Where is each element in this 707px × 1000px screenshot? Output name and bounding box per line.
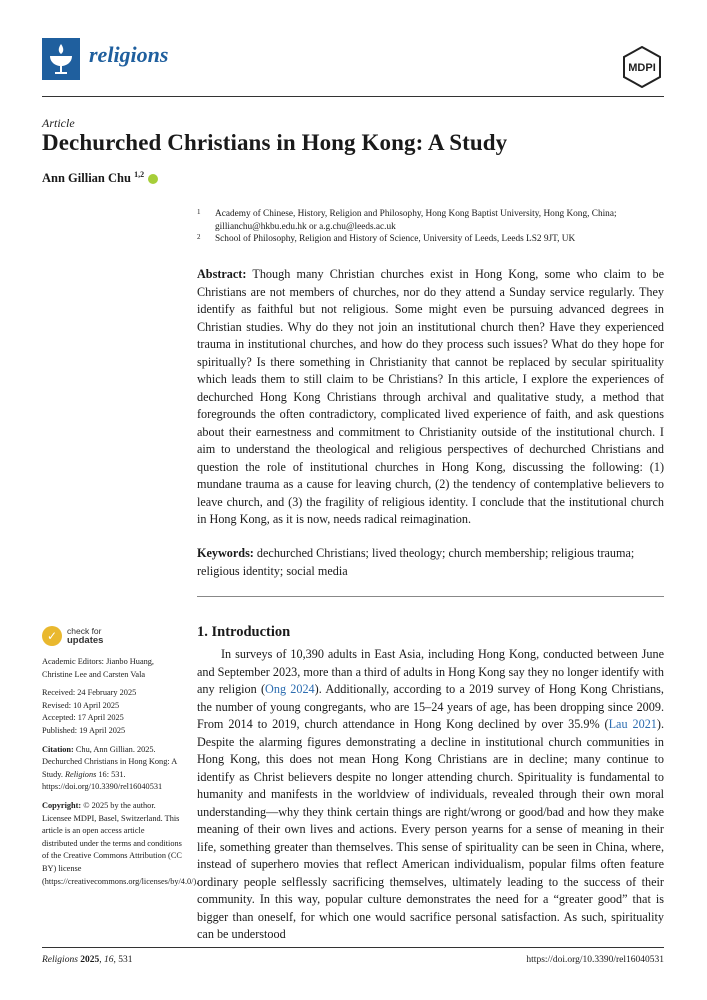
check-line2: updates bbox=[67, 635, 104, 646]
check-for-updates-badge[interactable] bbox=[42, 626, 182, 648]
publisher-logo bbox=[621, 46, 663, 88]
journal-name: religions bbox=[89, 42, 169, 67]
citation-label: Citation: bbox=[42, 744, 74, 754]
copyright-block bbox=[42, 800, 199, 888]
academic-editors bbox=[42, 656, 182, 681]
author-affil-sup: 1,2 bbox=[134, 170, 145, 179]
citation-link-lau[interactable]: Lau 2021 bbox=[608, 717, 657, 731]
abstract-label: Abstract: bbox=[197, 267, 247, 281]
citation-text: Chu, Ann Gillian. 2025. Dechurched Christians in Hong Kong: A Study. bbox=[42, 744, 177, 779]
publisher-name: MDPI bbox=[628, 62, 656, 74]
orcid-icon[interactable] bbox=[148, 174, 158, 184]
journal-logo bbox=[42, 38, 80, 80]
article-title: Dechurched Christians in Hong Kong: A Study bbox=[42, 130, 508, 155]
keywords-label: Keywords: bbox=[197, 546, 254, 560]
check-icon: ✓ bbox=[42, 626, 62, 646]
abstract bbox=[197, 266, 664, 529]
affiliation-number: 1 bbox=[197, 208, 201, 216]
editors-label: Academic Editors: bbox=[42, 657, 104, 666]
footer-journal: Religions bbox=[42, 955, 78, 965]
section-divider bbox=[197, 596, 664, 597]
sidebar-info bbox=[42, 656, 199, 894]
published-date: Published: 19 April 2025 bbox=[42, 725, 126, 735]
intro-paragraph bbox=[197, 646, 664, 944]
footer-article-no: , 531 bbox=[113, 955, 133, 965]
citation-journal: Religions bbox=[64, 769, 97, 779]
citation-volume-doi[interactable]: 16: 531. https://doi.org/10.3390/rel16040531 bbox=[42, 769, 163, 792]
footer-rule bbox=[42, 947, 664, 948]
affiliations bbox=[197, 208, 667, 246]
revised-date: Revised: 10 April 2025 bbox=[42, 700, 120, 710]
chalice-icon bbox=[42, 38, 80, 80]
footer-citation: Religions 2025, 16, 531 bbox=[42, 955, 133, 965]
footer-year: 2025 bbox=[80, 955, 100, 965]
accepted-date: Accepted: 17 April 2025 bbox=[42, 713, 124, 723]
intro-text-c: ). Despite the alarming figures demonstrating a decline in institutional church communities in Hong Kong, this does not mean Hong Kong Christians are in decline; many continue to identify as Christ believers despite no longer attending church. Spirituality is fundamental to humanity and manifests in the worldview of individuals, revealed through their own moral understanding—why they think certain things are right/wrong or good/bad and how they make meaning of their own lives and actions. Every person yearns for a sense of meaning in their life, something greater than themselves. This sense of spirituality can be seen in China, where, instead of superhero movies that reflect American individualism, popular films often feature ordinary people selflessly sacrificing themselves, ultimately leading to the success of their community. In this way, popular culture demonstrates the need for a “greater good” that is bigger than oneself, for which one would sacrifice personal satisfaction. As such, spirituality can be understood bbox=[197, 717, 664, 941]
received-date: Received: 24 February 2025 bbox=[42, 688, 137, 698]
copyright-label: Copyright: bbox=[42, 800, 82, 810]
affiliation-number: 2 bbox=[197, 233, 201, 241]
dates bbox=[42, 687, 182, 737]
affiliation-item bbox=[197, 233, 667, 246]
abstract-text: Though many Christian churches exist in Hong Kong, some who claim to be Christians are not members of churches, nor do they attend a Sunday service regularly. They identify as faithful but not religious. Some might even be pursuing advanced degrees in Christian studies. Why do they not join an institutional church then? Have they experienced trauma in institutional churches, and how do they process such issues? What do they hope for spiritually? Is there something in Christianity that cannot be replaced by secular spirituality which leads them to still claim to be Christians? In this article, I explore the experiences of dechurched Hong Kong Christians through archival and qualitative study, a method that foregrounds the often contradictory, complicated lived experience of faith, and ask questions about their earnestness and commitment to Christianity outside of the institutional church. I aim to understand the theological and religious perspectives of dechurched Christians and question the role of institutional churches in Hong Kong, discussing the following: (1) mundane trauma as a cause for leaving church, (2) the tendency of contemplative believers to leave church, and (3) the fragility of religious identity. I conclude that the institutional church in Hong Kong, as it is now, needs radical reimagination. bbox=[197, 267, 665, 526]
author-name: Ann Gillian Chu bbox=[42, 171, 131, 186]
intro-text-a: In surveys of 10,390 adults in East Asia, including Hong Kong, conducted between June and September 2023, more than a third of adults in Hong Kong say they no longer identify with any religion ( bbox=[197, 647, 664, 696]
footer-volume: 16 bbox=[104, 955, 114, 965]
header-rule bbox=[42, 96, 664, 97]
author-line bbox=[42, 170, 158, 186]
keywords-text: dechurched Christians; lived theology; church membership; religious trauma; religious identity; social media bbox=[197, 546, 635, 578]
check-line1: check for bbox=[67, 626, 102, 636]
section-heading: 1. Introduction bbox=[197, 624, 291, 640]
copyright-text: © 2025 by the author. Licensee MDPI, Basel, Switzerland. This article is an open access article distributed under the terms and conditions of the Creative Commons Attribution (CC BY) license (https://creativecommons.org/licenses/by/4.0/). bbox=[42, 800, 199, 886]
article-type: Article bbox=[42, 116, 75, 130]
affiliation-text: School of Philosophy, Religion and History of Science, University of Leeds, Leeds LS2 9JT, UK bbox=[215, 234, 576, 244]
affiliation-item bbox=[197, 208, 667, 233]
affiliation-text: Academy of Chinese, History, Religion and Philosophy, Hong Kong Baptist University, Hong Kong, China; gillianchu@hkbu.edu.hk or a.g.chu@leeds.ac.uk bbox=[215, 209, 617, 232]
citation-block bbox=[42, 744, 182, 794]
citation-link-ong[interactable]: Ong 2024 bbox=[265, 682, 315, 696]
keywords bbox=[197, 545, 664, 580]
intro-text-b: ). Additionally, according to a 2019 survey of Hong Kong Christians, the number of young congregants, who are 15–24 years of age, has been dropping since 2009. From 2014 to 2019, church attendance in Hong Kong declined by over 35.9% ( bbox=[197, 682, 664, 731]
footer-doi[interactable]: https://doi.org/10.3390/rel16040531 bbox=[526, 955, 664, 965]
editors-names: Jianbo Huang, Christine Lee and Carsten Vala bbox=[42, 657, 154, 679]
